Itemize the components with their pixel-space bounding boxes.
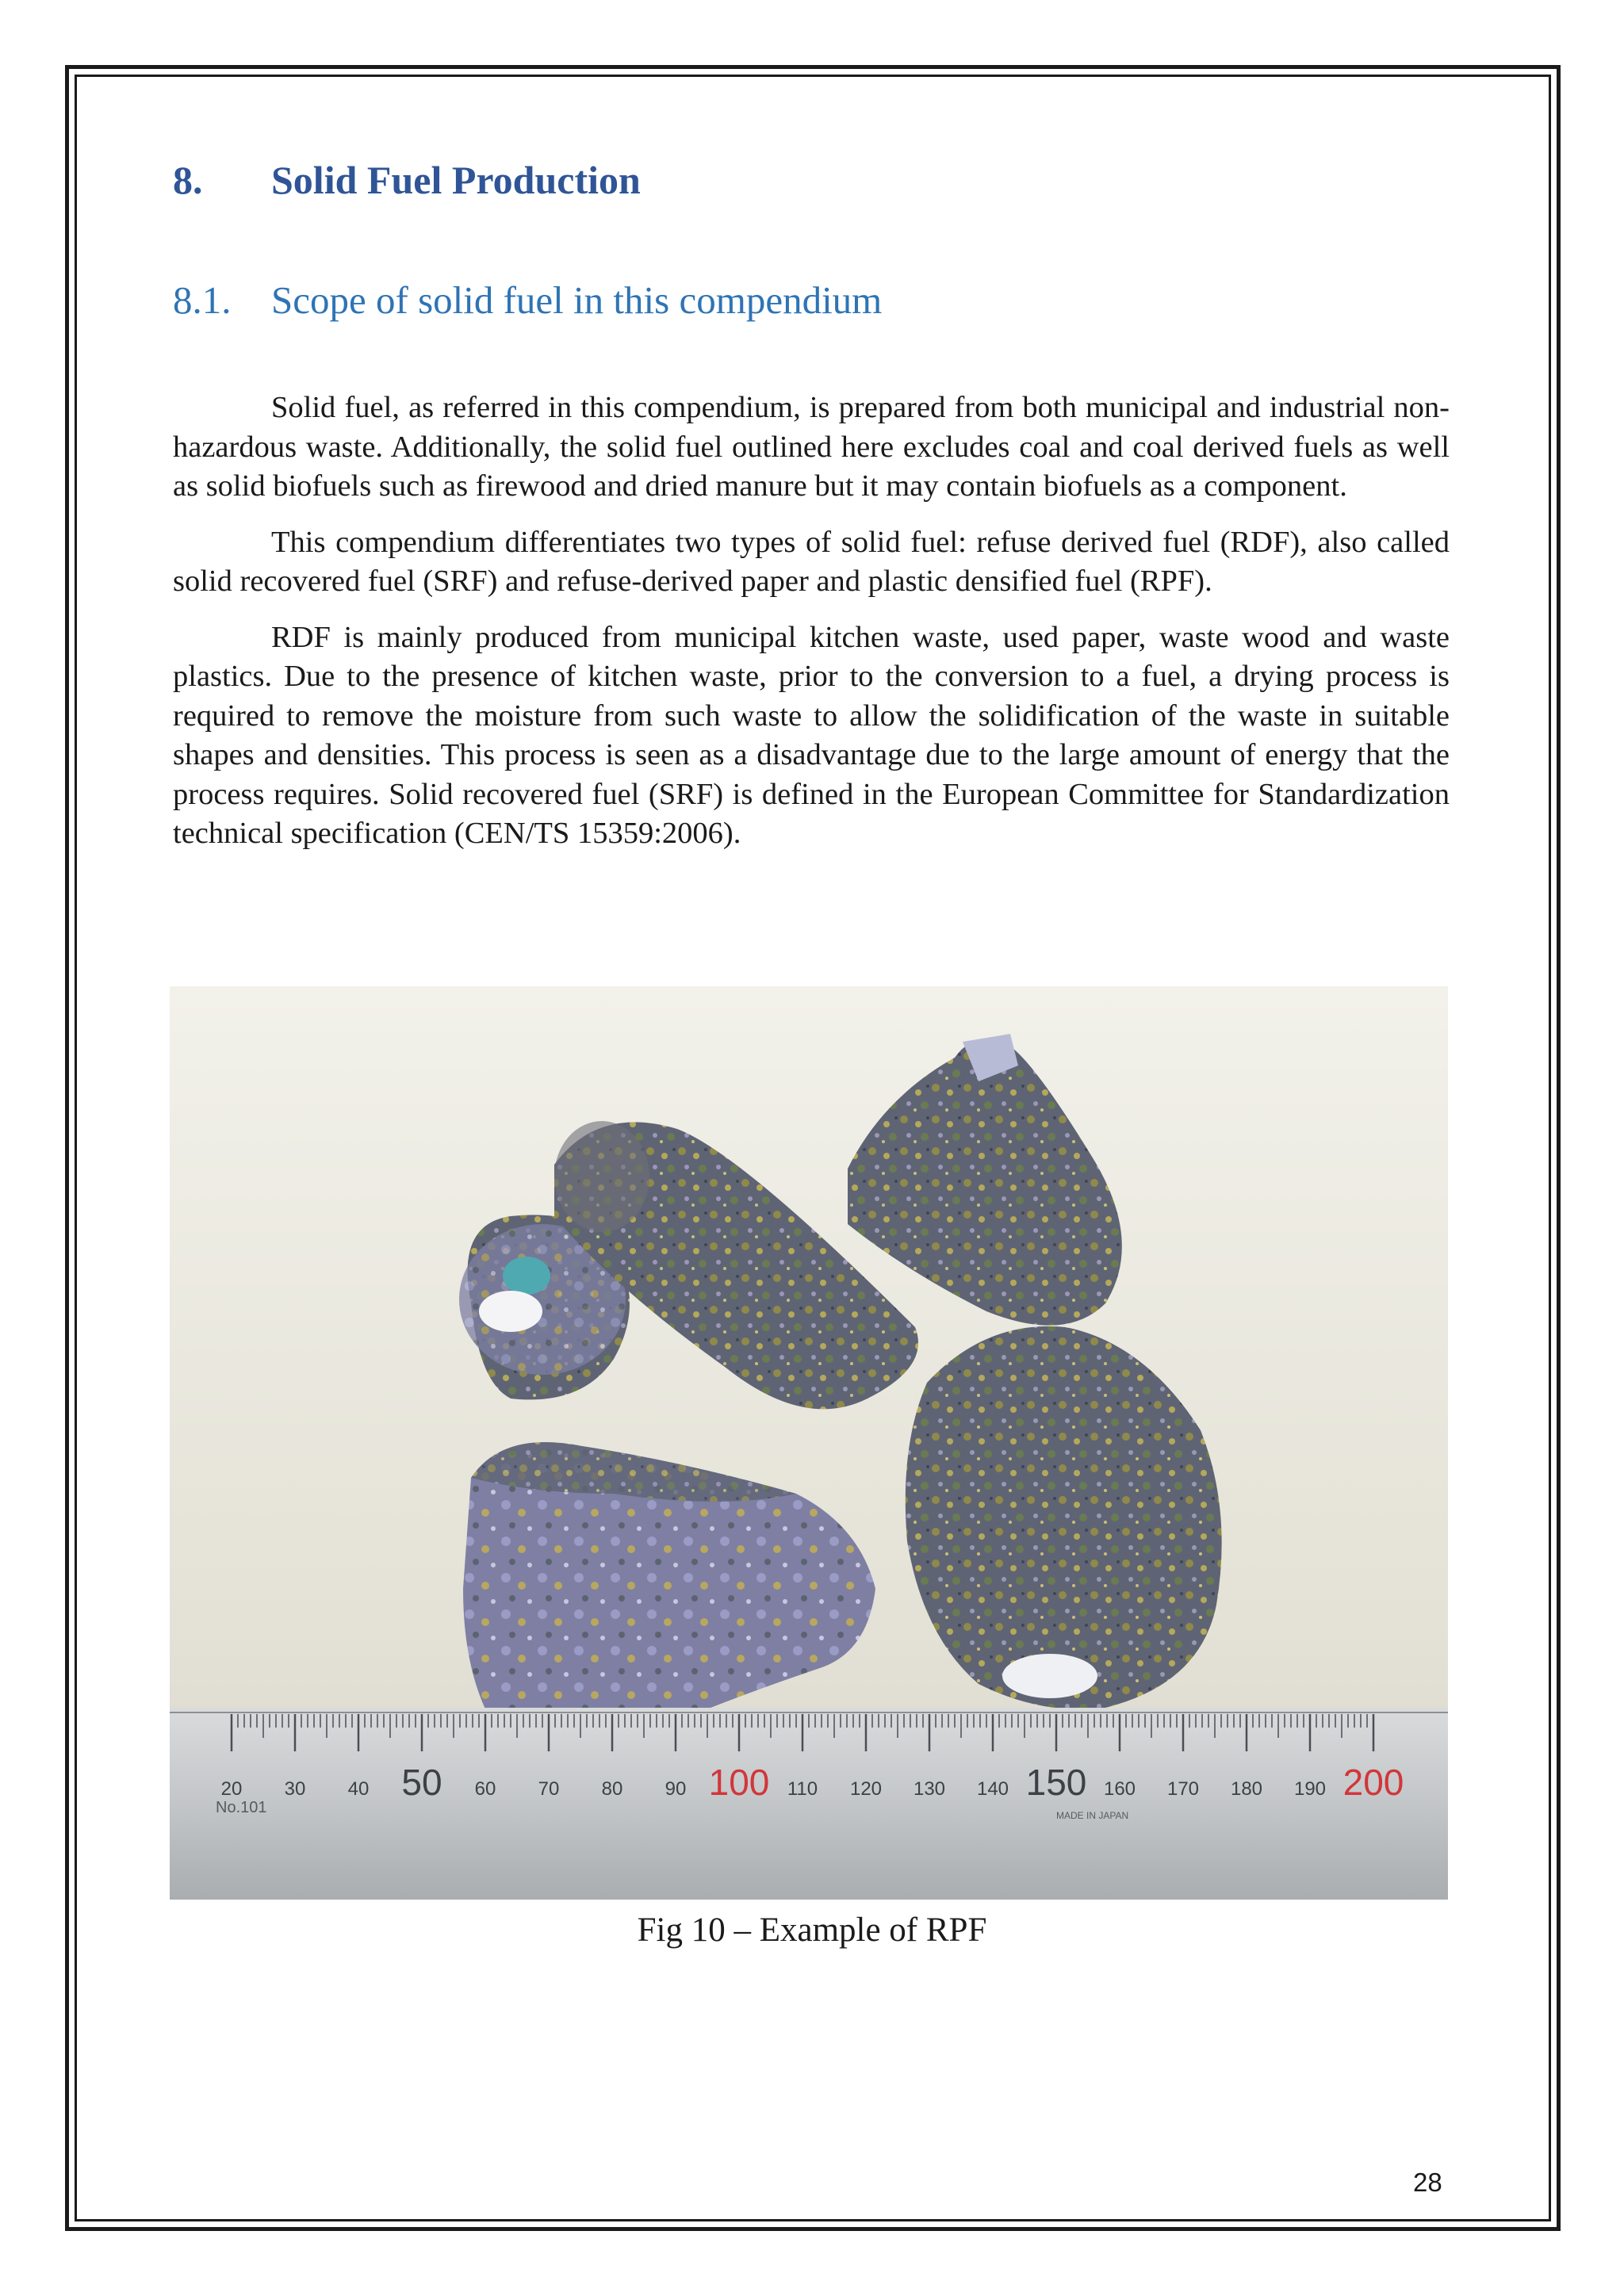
page-number: 28 xyxy=(1413,2168,1442,2197)
ruler-label: 200 xyxy=(1342,1762,1404,1803)
section-number: 8. xyxy=(173,158,203,202)
ruler-label: 120 xyxy=(849,1778,883,1800)
paragraph: This compendium differentiates two types of solid fuel: refuse derived fuel (RDF), also called solid recovered fuel (SRF) and refuse-derived paper and plastic densified fuel (RPF). xyxy=(173,525,1450,598)
ruler-label: 160 xyxy=(1103,1778,1136,1800)
ruler-origin-text: MADE IN JAPAN xyxy=(1056,1810,1129,1821)
ruler-label: 80 xyxy=(601,1778,623,1800)
figure-caption: Fig 10 – Example of RPF xyxy=(637,1911,987,1949)
ruler-label: 180 xyxy=(1230,1778,1263,1800)
ruler-label: 60 xyxy=(474,1778,496,1800)
ruler-label: 100 xyxy=(708,1762,770,1803)
ruler-label: 30 xyxy=(284,1778,306,1800)
ruler-label: 190 xyxy=(1293,1778,1327,1800)
ruler-label: 140 xyxy=(976,1778,1009,1800)
ruler-label: 110 xyxy=(787,1778,818,1800)
ruler-label: 40 xyxy=(347,1778,370,1800)
ruler-maker-text: No.101 xyxy=(216,1799,267,1816)
ruler-label: 90 xyxy=(665,1778,687,1800)
subsection-heading xyxy=(173,277,882,323)
section-title: Solid Fuel Production xyxy=(271,158,641,202)
ruler-label: 170 xyxy=(1166,1778,1200,1800)
ruler-label: 50 xyxy=(401,1762,442,1803)
rpf-photo-illustration xyxy=(170,986,1448,1900)
subsection-title: Scope of solid fuel in this compendium xyxy=(271,278,883,322)
ruler-label: 130 xyxy=(913,1778,946,1800)
ruler xyxy=(170,1708,1448,1900)
paragraph: Solid fuel, as referred in this compendium, is prepared from both municipal and industrial non-hazardous waste. Additionally, the solid fuel outlined here excludes coal and coal derived fuels as well as solid biofuels such as firewood and dried manure but it may contain biofuels as a component. xyxy=(173,391,1450,503)
ruler-label: 150 xyxy=(1025,1762,1087,1803)
ruler-label: 70 xyxy=(538,1778,560,1800)
ruler-label: 20 xyxy=(220,1778,243,1800)
body-text xyxy=(173,388,1450,871)
paragraph: RDF is mainly produced from municipal kitchen waste, used paper, waste wood and waste plastics. Due to the presence of kitchen waste, prior to the conversion to a fuel, a drying process is required to remove the moisture from such waste to allow the solidification of the waste in suitable shapes and densities. This process is seen as a disadvantage due to the large amount of energy that the process requires. Solid recovered fuel (SRF) is defined in the European Committee for Standardization technical specification (CEN/TS 15359:2006). xyxy=(173,620,1450,850)
section-heading xyxy=(173,157,641,203)
figure-rpf-photo xyxy=(170,986,1448,1900)
subsection-number: 8.1. xyxy=(173,278,232,322)
